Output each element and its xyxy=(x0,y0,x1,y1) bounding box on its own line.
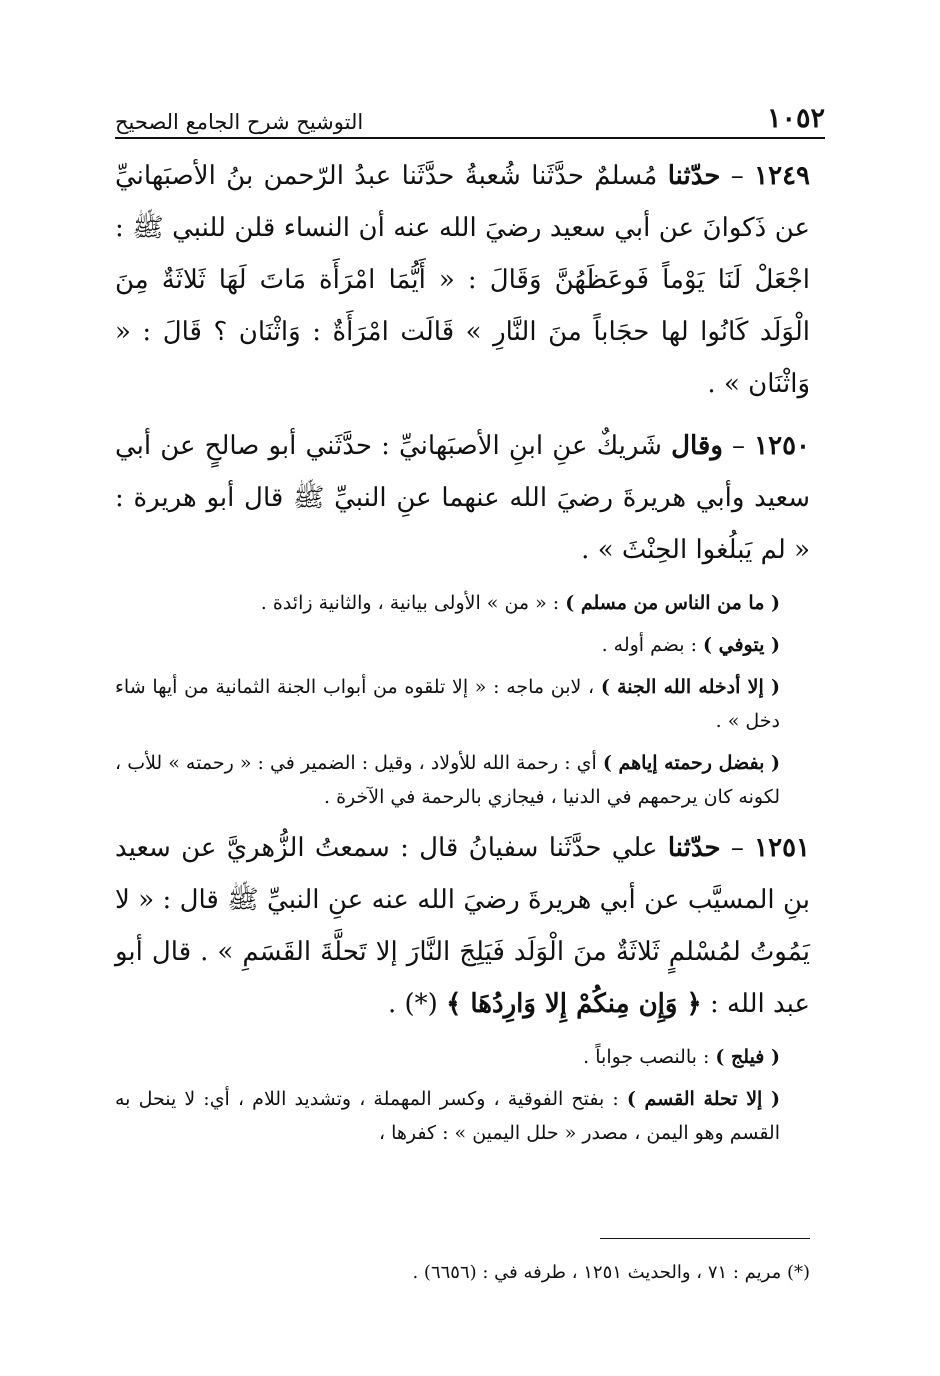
commentary-1 xyxy=(115,586,810,620)
hadith-1251 xyxy=(115,822,810,1030)
hadith-number: ١٢٥١ xyxy=(754,833,810,863)
commentary-term: ( إلا أدخله الله الجنة ) xyxy=(600,676,780,698)
commentary-2 xyxy=(115,628,810,662)
commentary-text: أي : رحمة الله للأولاد ، وقيل : الضمير في : « رحمته » للأب ، لكونه كان يرحمهم في الدنيا ، فيجازي بالرحمة في الآخرة . xyxy=(115,752,780,808)
hadith-number: ١٢٥٠ xyxy=(754,431,810,461)
hadith-text: مُسلمٌ حدَّثَنا شُعبةُ حدَّثَنا عبدُ الرّحمن بنُ الأصبَهانيِّ عن ذَكوانَ عن أبي سعيد رضيَ الله عنه أن النساء قلن للنبي ﷺ : اجْعَلْ لَنَا يَوْماً فَوعَظَهُنَّ وَقَالَ : « أَيُّمَا امْرَأَة مَاتَ لَهَا ثَلاثَةٌ مِنَ الْوَلَد كَانُوا لها حجَاباً منَ النَّارِ » قَالَت امْرَأَةٌ : وَاثْنَان ؟ قَالَ : « وَاثْنَان » . xyxy=(115,161,810,399)
commentary-term: ( إلا تحلة القسم ) xyxy=(626,1088,780,1110)
footnote: (*) مريم : ٧١ ، والحديث ١٢٥١ ، طرفه في : (٦٦٥٦) . xyxy=(412,1262,810,1283)
page-number: ١٠٥٢ xyxy=(766,103,825,134)
commentary-3 xyxy=(115,670,810,738)
commentary-term: ( بفضل رحمته إياهم ) xyxy=(602,752,780,774)
commentary-text: : بالنصب جواباً . xyxy=(583,1046,716,1068)
hadith-text: علي حدَّثَنا سفيانُ قال : سمعتُ الزُّهريَّ عن سعيد بنِ المسيَّب عن أبي هريرةَ رضيَ الله عنه عنِ النبيِّ ﷺ قال : « لا يَمُوتُ لمُسْلمٍ ثَلاثَةٌ منَ الْوَلَد فَيَلِجَ النَّارَ إلا تَحلَّةَ القَسَمِ » . قال أبو عبد الله : xyxy=(115,833,810,1019)
hadith-lead: حدّثنا xyxy=(667,833,721,863)
commentary-text: ، لابن ماجه : « إلا تلقوه من أبواب الجنة الثمانية من أيها شاء دخل » . xyxy=(115,676,780,732)
dash: – xyxy=(720,161,755,191)
hadith-1249 xyxy=(115,150,810,410)
hadith-number: ١٢٤٩ xyxy=(754,161,811,191)
running-title: التوشيح شرح الجامع الصحيح xyxy=(115,110,364,134)
commentary-text: : « من » الأولى بيانية ، والثانية زائدة . xyxy=(260,592,566,614)
footnote-rule xyxy=(600,1238,810,1239)
hadith-lead: حدّثنا xyxy=(667,161,721,191)
quran-verse: ﴿ وَإِن مِنكُمْ إِلا وَارِدُهَا ﴾ xyxy=(446,989,702,1019)
page-header xyxy=(115,92,825,134)
dash: – xyxy=(720,833,755,863)
commentary-4 xyxy=(115,746,810,814)
hadith-text: شَريكٌ عنِ ابنِ الأصبَهانيِّ : حدَّثَني أبو صالحٍ عن أبي سعيد وأبي هريرةَ رضيَ الله عنهما عنِ النبيِّ ﷺ قال أبو هريرة : « لم يَبلُغوا الحِنْثَ » . xyxy=(115,431,810,565)
header-rule xyxy=(115,137,825,139)
commentary-6 xyxy=(115,1082,810,1150)
commentary-term: ( يتوفي ) xyxy=(703,634,780,656)
commentary-text: : بفتح الفوقية ، وكسر المهملة ، وتشديد اللام ، أي: لا ينحل به القسم وهو اليمن ، مصدر « حلل اليمين » : كفرها ، xyxy=(115,1088,780,1144)
dash: – xyxy=(722,431,755,461)
hadith-1250 xyxy=(115,420,810,576)
commentary-term: ( ما من الناس من مسلم ) xyxy=(565,592,780,614)
footnote-marker: (*) . xyxy=(388,989,447,1019)
page-body xyxy=(115,150,810,1158)
commentary-term: ( فيلج ) xyxy=(715,1046,780,1068)
commentary-5 xyxy=(115,1040,810,1074)
commentary-text: : بضم أوله . xyxy=(601,634,704,656)
hadith-lead: وقال xyxy=(671,431,723,461)
